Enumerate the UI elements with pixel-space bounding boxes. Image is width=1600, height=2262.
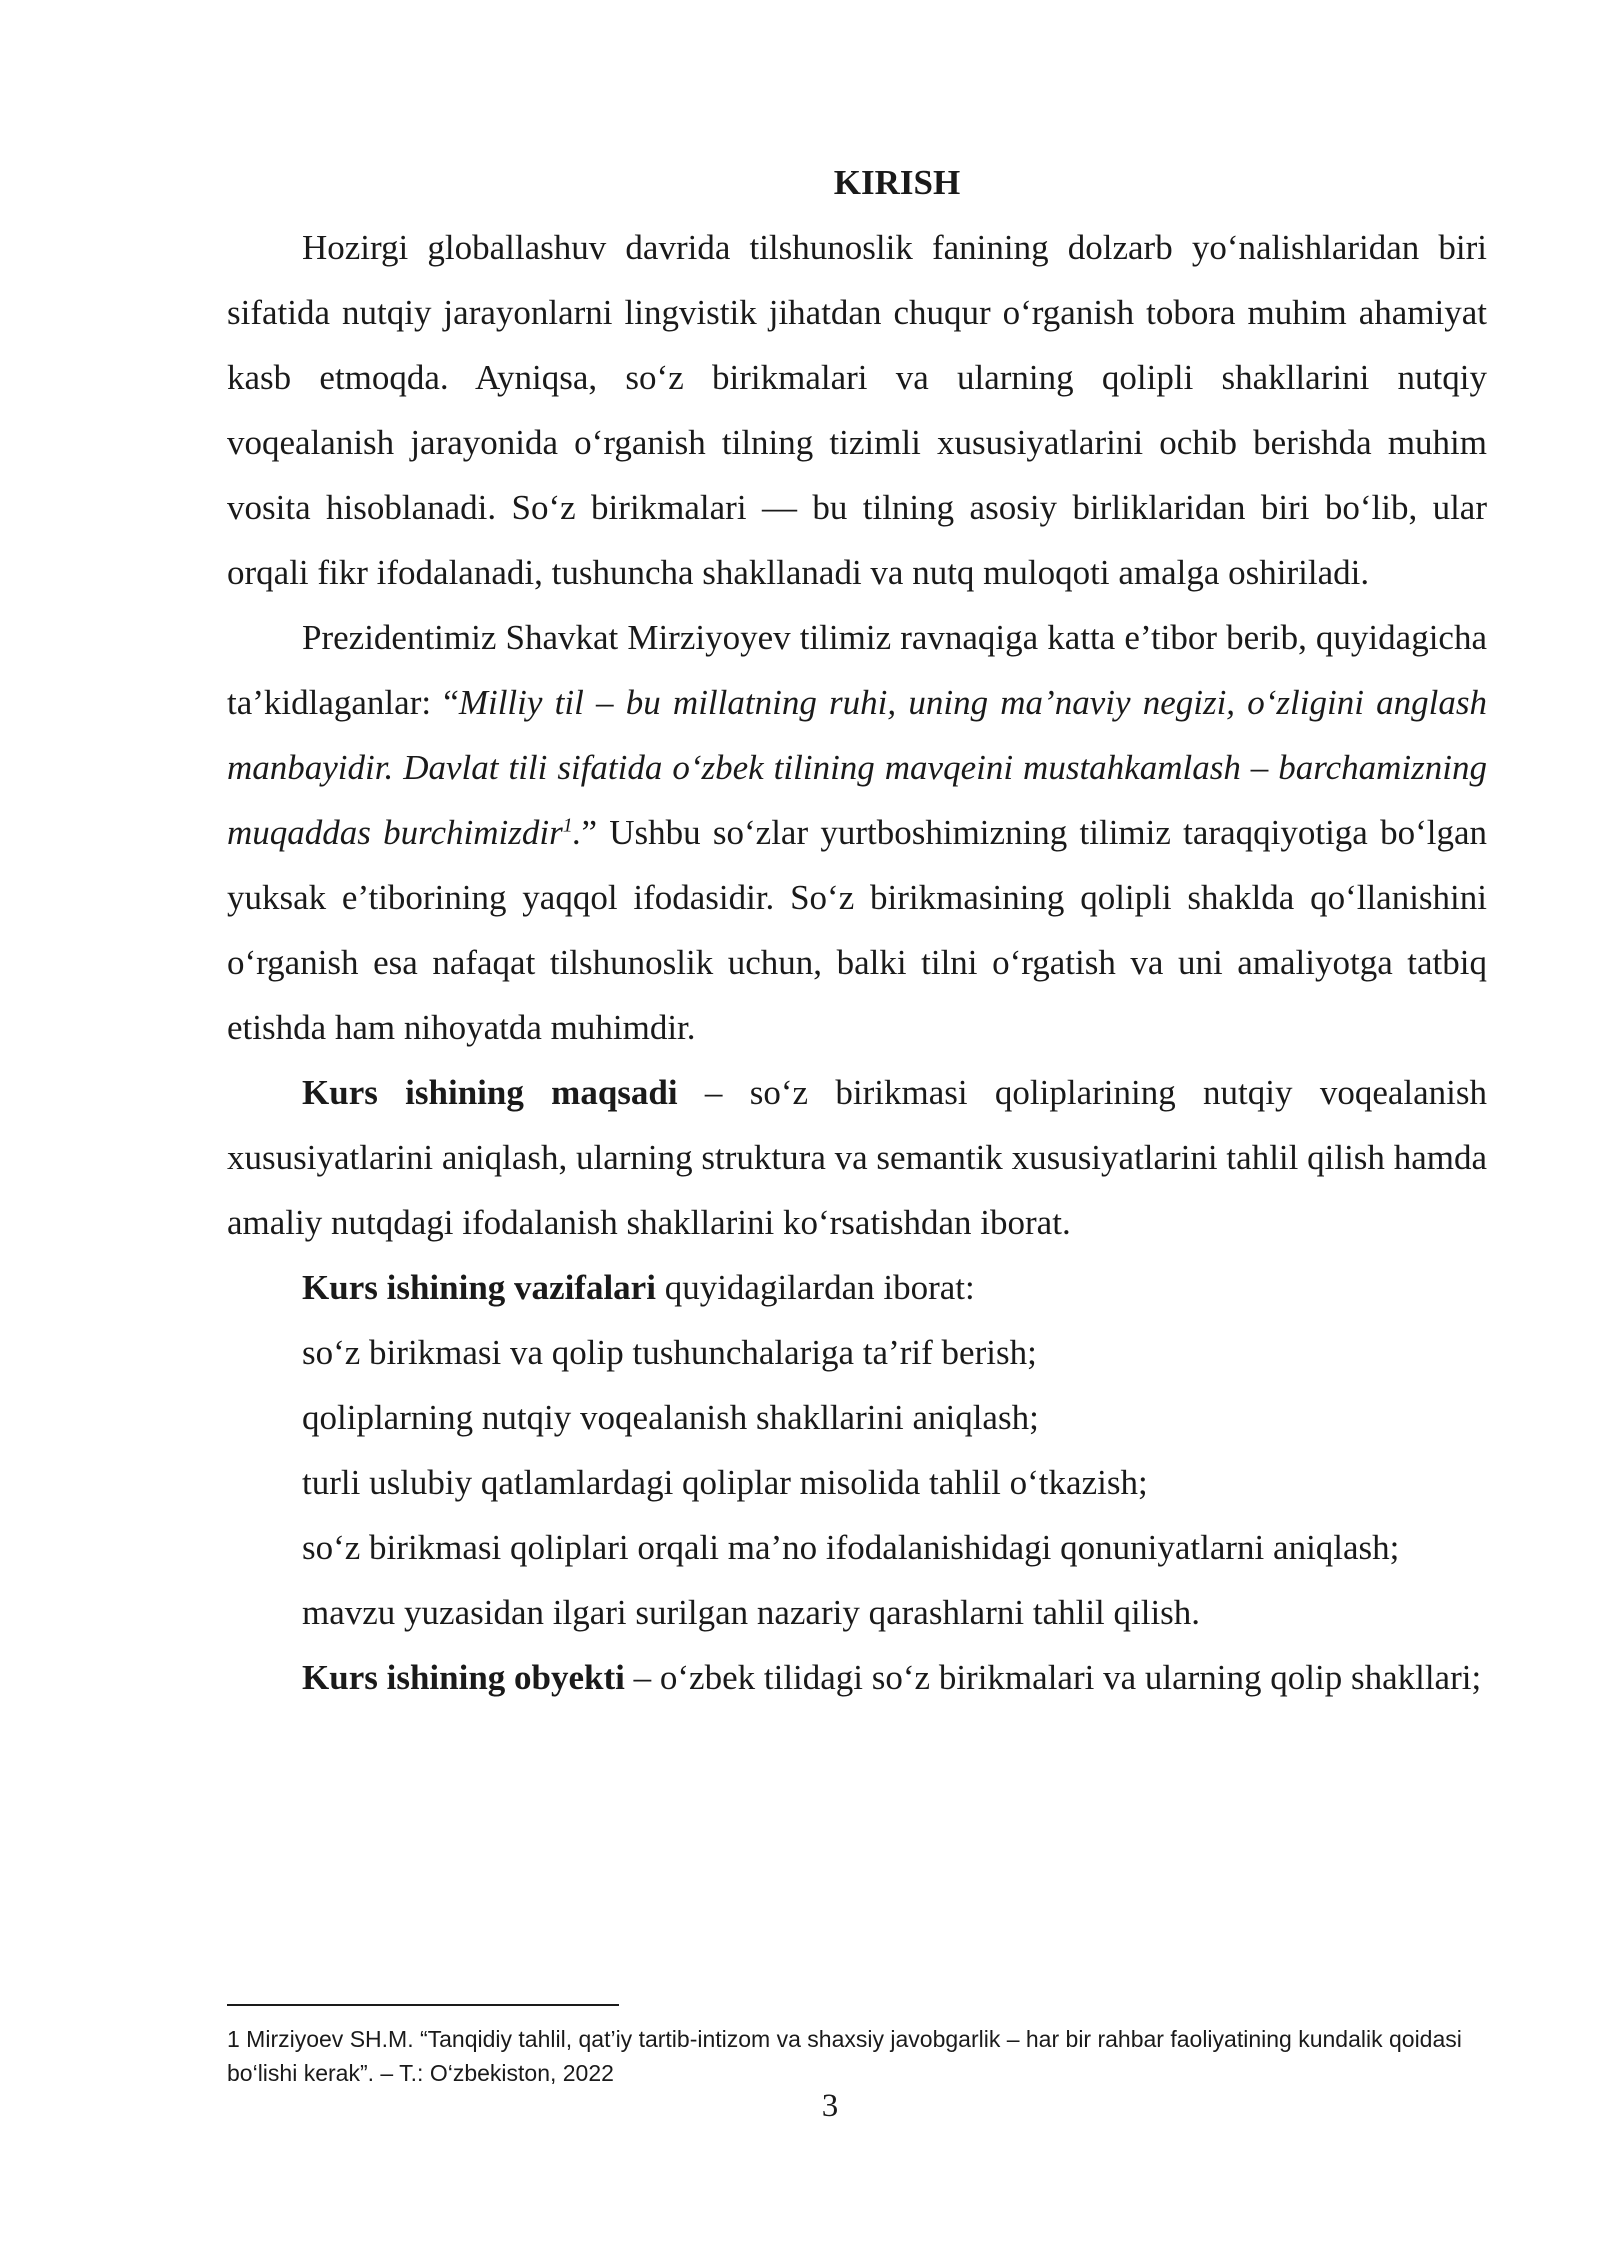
- footnote: 1 Mirziyoev SH.M. “Tanqidiy tahlil, qat’iy tartib-intizom va shaxsiy javobgarlik – har bir rahbar faoliyatining kundalik qoidasi bo‘lishi kerak”. – T.: O‘zbekiston, 2022: [227, 2026, 1462, 2086]
- paragraph-object: [227, 1645, 1487, 1710]
- paragraph-president-quote: [227, 605, 1487, 1060]
- task-item: qoliplarning nutqiy voqealanish shakllarini aniqlash;: [302, 1398, 1039, 1437]
- paragraph-goal: [227, 1060, 1487, 1255]
- goal-label: Kurs ishining maqsadi: [302, 1073, 678, 1112]
- object-text: – o‘zbek tilidagi so‘z birikmalari va ularning qolip shakllari;: [624, 1658, 1482, 1697]
- tasks-intro-text: quyidagilardan iborat:: [655, 1268, 975, 1307]
- quote-end: .: [572, 813, 582, 852]
- quote-after: ” Ushbu so‘zlar yurtboshimizning tilimiz taraqqiyotiga bo‘lgan yuksak e’tiborining yaqqol ifodasidir. So‘z birikmasining qolipli shaklda qo‘llanishini o‘rganish esa nafaqat tilshunoslik uchun, balki tilni o‘rgatish va uni amaliyotga tatbiq etishda ham nihoyatda muhimdir.: [227, 813, 1487, 1047]
- paragraph-introduction: Hozirgi globallashuv davrida tilshunoslik fanining dolzarb yo‘nalishlaridan biri sifatida nutqiy jarayonlarni lingvistik jihatdan chuqur o‘rganish tobora muhim ahamiyat kasb etmoqda. Ayniqsa, so‘z birikmalari va ularning qolipli shakllarini nutqiy voqealanish jarayonida o‘rganish tilning tizimli xususiyatlarini ochib berishda muhim vosita hisoblanadi. So‘z birikmalari — bu tilning asosiy birliklaridan biri bo‘lib, ular orqali fikr ifodalanadi, tushuncha shakllanadi va nutq muloqoti amalga oshiriladi.: [227, 228, 1487, 592]
- paragraph-tasks-intro: [227, 1255, 1487, 1320]
- tasks-label: Kurs ishining vazifalari: [302, 1268, 656, 1307]
- task-item: so‘z birikmasi va qolip tushunchalariga ta’rif berish;: [302, 1333, 1037, 1372]
- goal-text: – so‘z birikmasi qoliplarining nutqiy voqealanish xususiyatlarini aniqlash, ularning struktura va semantik xususiyatlarini tahlil qilish hamda amaliy nutqdagi ifodalanish shakllarini ko‘rsatishdan iborat.: [227, 1073, 1487, 1242]
- footnote-reference[interactable]: 1: [562, 814, 573, 837]
- footnote-separator: [227, 2004, 619, 2006]
- page-title: KIRISH: [833, 163, 961, 202]
- page-number: 3: [821, 2088, 839, 2124]
- quote-intro: Prezidentimiz Shavkat Mirziyoyev tilimiz ravnaqiga katta e’tibor berib, quyidagicha ta’kidlaganlar: “: [227, 618, 1487, 722]
- task-item: so‘z birikmasi qoliplari orqali ma’no ifodalanishidagi qonuniyatlarni aniqlash;: [302, 1528, 1400, 1567]
- main-text: [227, 150, 1487, 1710]
- task-item: mavzu yuzasidan ilgari surilgan nazariy qarashlarni tahlil qilish.: [302, 1593, 1201, 1632]
- task-item: turli uslubiy qatlamlardagi qoliplar misolida tahlil o‘tkazish;: [302, 1463, 1148, 1502]
- object-label: Kurs ishining obyekti: [302, 1658, 625, 1697]
- quote-text: Milliy til – bu millatning ruhi, uning ma’naviy negizi, o‘zligini anglash manbayidir. Davlat tili sifatida o‘zbek tilining mavqeini mustahkamlash – barchamizning muqaddas burchimizdir: [227, 683, 1487, 852]
